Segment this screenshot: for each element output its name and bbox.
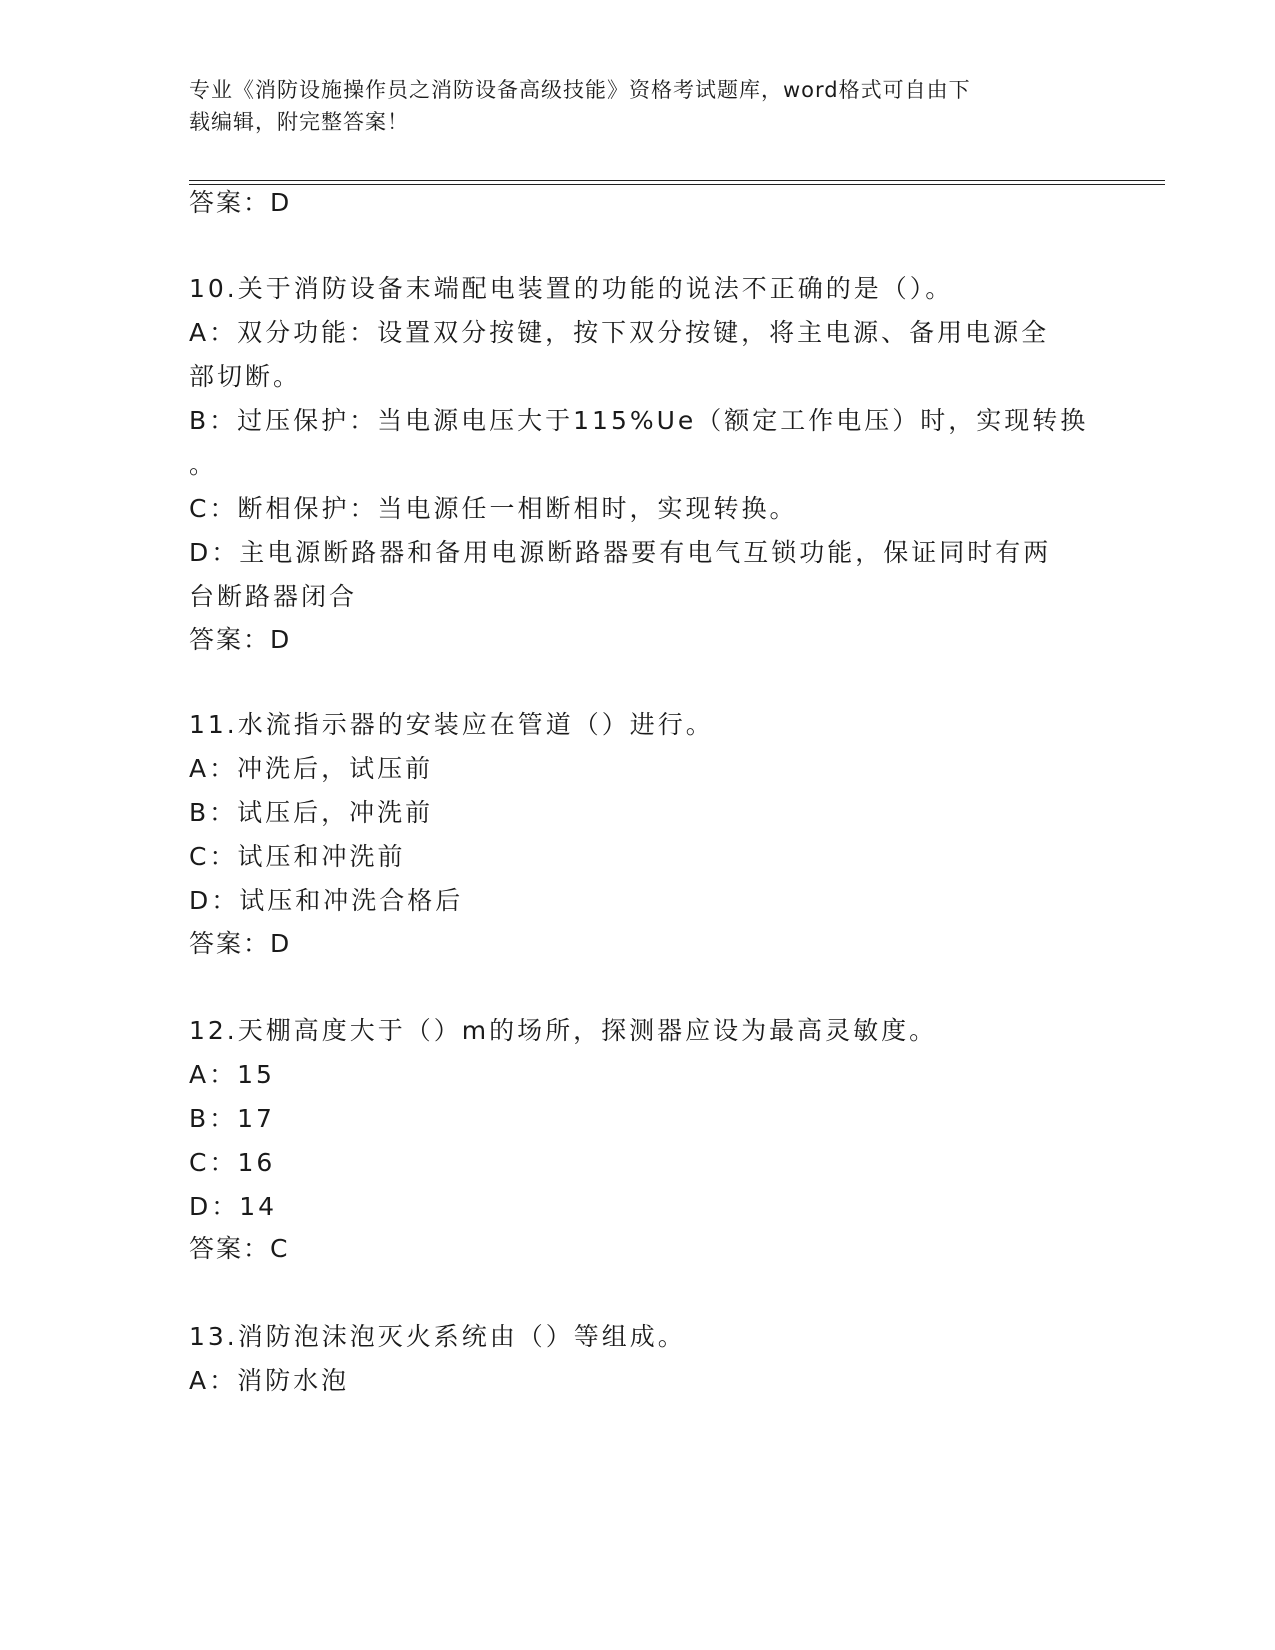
question-10-option-d-cont: 台断路器闭合: [189, 582, 358, 611]
question-12-stem: 12.天棚高度大于（）m的场所，探测器应设为最高灵敏度。: [189, 1016, 938, 1045]
question-10-option-a-cont: 部切断。: [189, 362, 302, 391]
question-12-option-b: B：17: [189, 1104, 275, 1133]
question-10-option-a: A：双分功能：设置双分按键，按下双分按键，将主电源、备用电源全: [189, 318, 1050, 347]
question-11-stem: 11.水流指示器的安装应在管道（）进行。: [189, 710, 714, 739]
question-10-option-c: C：断相保护：当电源任一相断相时，实现转换。: [189, 494, 798, 523]
header-line-1: 专业《消防设施操作员之消防设备高级技能》资格考试题库，word格式可自由下: [189, 78, 971, 102]
answer-q12: 答案：C: [189, 1234, 290, 1263]
header-divider: [189, 180, 1165, 185]
answer-q10: 答案：D: [189, 625, 292, 654]
question-10-option-b-cont: 。: [189, 450, 218, 479]
question-12-option-d: D：14: [189, 1192, 278, 1221]
answer-q11: 答案：D: [189, 929, 292, 958]
question-10-option-b: B：过压保护：当电源电压大于115%Ue（额定工作电压）时，实现转换: [189, 406, 1089, 435]
question-11-option-b: B：试压后，冲洗前: [189, 798, 434, 827]
answer-q9: 答案：D: [189, 188, 292, 217]
question-10-stem: 10.关于消防设备末端配电装置的功能的说法不正确的是（）。: [189, 274, 954, 303]
question-11-option-c: C：试压和冲洗前: [189, 842, 406, 871]
question-12-option-a: A：15: [189, 1060, 275, 1089]
question-13-stem: 13.消防泡沫泡灭火系统由（）等组成。: [189, 1322, 686, 1351]
question-11-option-d: D：试压和冲洗合格后: [189, 886, 464, 915]
question-13-option-a: A：消防水泡: [189, 1366, 350, 1395]
question-10-option-d: D：主电源断路器和备用电源断路器要有电气互锁功能，保证同时有两: [189, 538, 1052, 567]
header-line-2: 载编辑，附完整答案！: [189, 110, 409, 134]
question-11-option-a: A：冲洗后，试压前: [189, 754, 434, 783]
document-header: [189, 74, 1089, 138]
question-12-option-c: C：16: [189, 1148, 276, 1177]
